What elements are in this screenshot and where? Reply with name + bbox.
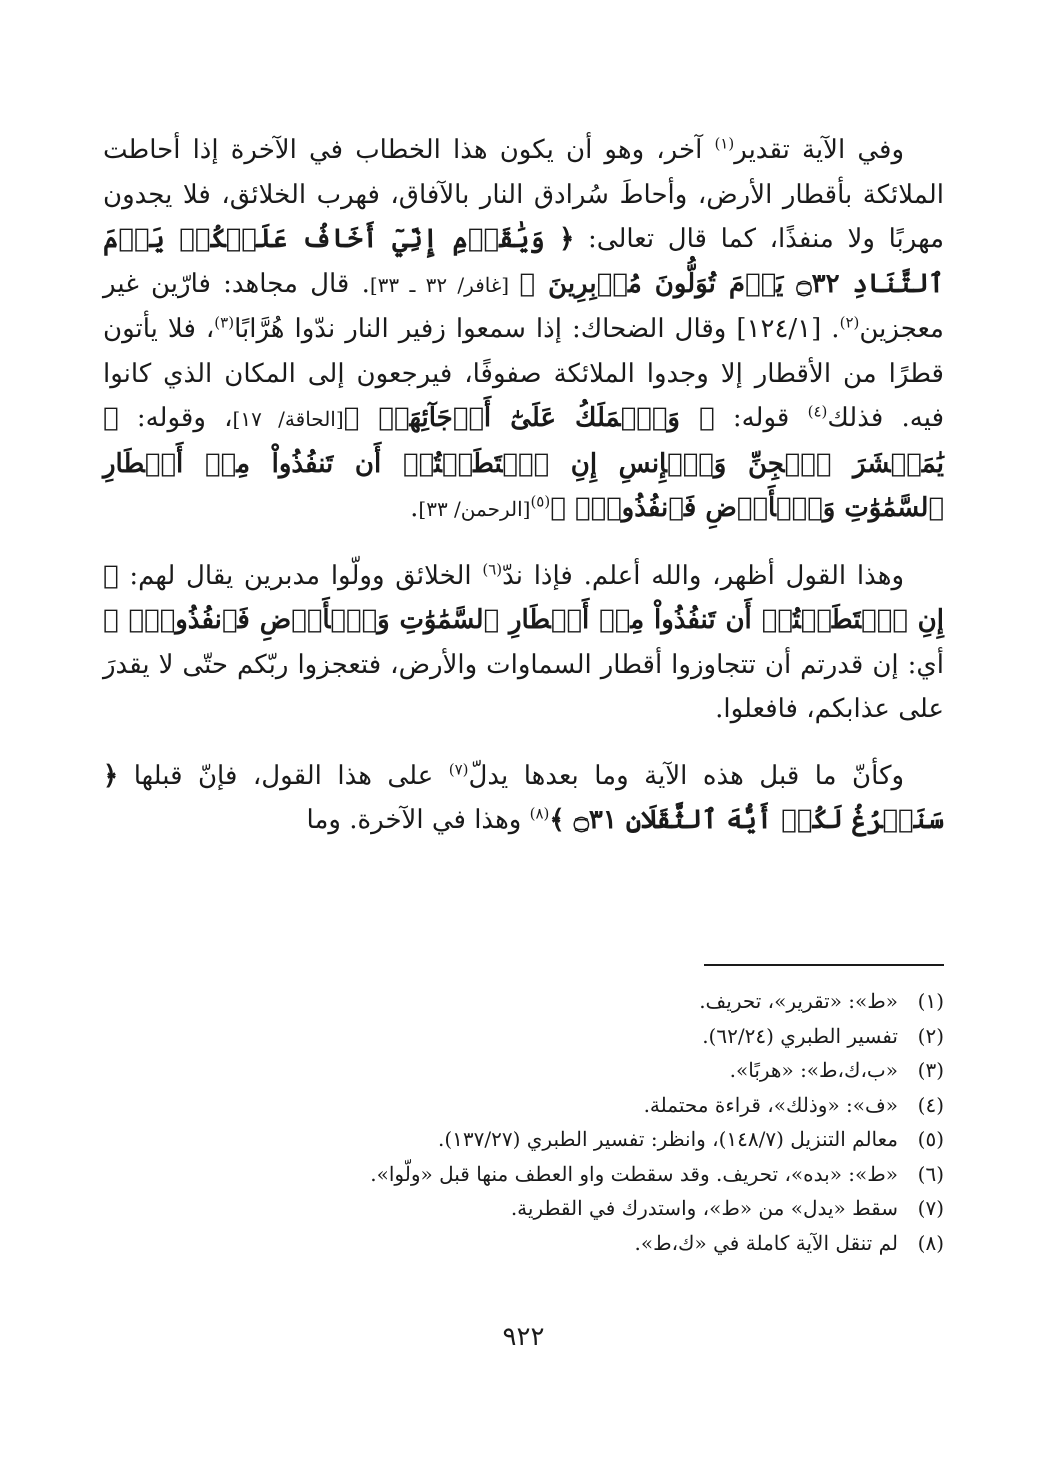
footnote-text: معالم التنزيل (١٤٨/٧)، وانظر: تفسير الطبري (١٣٧/٢٧). (437, 1127, 898, 1151)
text-run: أي: إن قدرتم أن تتجاوزوا أقطار السماوات والأرض، فتعجزوا ربّكم حتّى لا يقدرَ على عذابكم، فافعلوا. (103, 649, 944, 724)
text-run: . (410, 493, 419, 523)
quran-verse: ﴿ وَٱلۡمَلَكُ عَلَىٰٓ أَرۡجَآئِهَآۚ ﴾ (343, 403, 715, 433)
text-run: وكأنّ ما قبل هذه الآية وما بعدها يدلّ (468, 760, 905, 791)
footnote-text: تفسير الطبري (٦٢/٢٤). (702, 1023, 898, 1048)
footnote-number: (٧) (917, 1196, 944, 1220)
text-run: ، وقوله: (118, 403, 233, 433)
footnote-marker: (٥) (530, 492, 551, 511)
footnote (103, 1088, 944, 1123)
footnote (103, 984, 944, 1019)
text-run: . [١٢٤/١] وقال الضحاك: إذا سمعوا زفير النار ندّوا هُرَّابًا (234, 314, 840, 344)
footnote (103, 1122, 944, 1157)
text-run: قوله: (714, 403, 808, 433)
footnote-marker: (٨) (529, 804, 550, 823)
footnote-number: (٤) (917, 1092, 944, 1117)
footnote-marker: (٤) (807, 402, 828, 421)
footnote-number: (٢) (917, 1023, 944, 1048)
text-run: آخر، وهو أن يكون هذا الخطاب في الآخرة إذا أحاطت الملائكة بأقطار الأرض، وأحاطَ سُرادق النار بالآفاق، فهرب الخلائق، فلا يجدون مهربًا ولا منفذًا، كما قال تعالى: (103, 135, 944, 254)
footnote (103, 1053, 944, 1088)
text-run: وفي الآية تقدير (734, 135, 904, 165)
footnote-text: سقط «يدل» من «ط»، واستدرك في القطرية. (510, 1196, 898, 1220)
footnote (103, 1226, 944, 1261)
paragraph (103, 554, 944, 732)
footnote-marker: (١) (714, 134, 735, 153)
footnote-marker: (٢) (839, 313, 860, 332)
footnote-number: (٣) (917, 1058, 944, 1082)
paragraph (103, 128, 944, 532)
footnotes-list (103, 984, 944, 1260)
footnote-marker: (٦) (482, 559, 503, 578)
footnote-number: (٨) (917, 1230, 944, 1255)
footnote-text: «ط»: «بده»، تحريف. وقد سقطت واو العطف منها قبل «ولّوا». (370, 1161, 898, 1186)
text-run: على هذا القول، فإنّ قبلها (118, 760, 449, 791)
text-run: ، فلا يأتون قطرًا من الأقطار إلا وجدوا الملائكة صفوفًا، فيرجعون إلى المكان الذي كانوا فيه. فذلك (103, 314, 944, 433)
page-number: ٩٢٢ (502, 1322, 545, 1352)
quran-verse: ﴿ إِنِ ٱسۡتَطَعۡتُمۡ أَن تَنفُذُواْ مِنۡ أَقۡطَارِ ٱلسَّمَٰوَٰتِ وَٱلۡأَرۡضِ فَٱنفُذُواْۚ ﴾ (103, 560, 944, 635)
footnote-marker: (٧) (448, 759, 469, 778)
quran-verse: ﴿ يَٰمَعۡشَرَ ٱلۡجِنِّ وَٱلۡإِنسِ إِنِ ٱسۡتَطَعۡتُمۡ أَن تَنفُذُواْ مِنۡ أَقۡطَارِ ٱلسَّمَٰوَٰتِ وَٱلۡأَرۡضِ فَٱنفُذُواْۚ ﴾ (103, 403, 944, 523)
footnote-number: (٥) (917, 1127, 944, 1151)
footnote-text: «ط»: «تقرير»، تحريف. (699, 989, 898, 1013)
footnote-number: (٦) (917, 1161, 944, 1186)
text-run: وهذا في الآخرة. وما (306, 805, 530, 835)
footnote-text: لم تنقل الآية كاملة في «ك،ط». (634, 1230, 898, 1255)
footnote-marker: (٣) (214, 313, 235, 332)
main-text (103, 128, 944, 865)
footnote-text: «ب،ك،ط»: «هربًا». (729, 1058, 898, 1082)
footnote-separator (704, 964, 944, 966)
footnote-text: «ف»: «وذلك»، قراءة محتملة. (643, 1092, 898, 1117)
footnote (103, 1191, 944, 1226)
verse-citation: [الحاقة/ ١٧] (232, 407, 344, 431)
verse-citation: [غافر/ ٣٢ ـ ٣٣] (369, 272, 520, 297)
quran-verse: ﴿ سَنَفۡرُغُ لَكُمۡ أَيُّهَ ٱلثَّقَلَانِ ۝٣١ ﴾ (103, 760, 944, 835)
verse-citation: [الرحمن/ ٣٣] (418, 497, 531, 521)
text-run: وهذا القول أظهر، والله أعلم. فإذا ندّ (502, 560, 905, 591)
text-run: . قال مجاهد: فارّين غير معجزين (103, 268, 944, 344)
footnote (103, 1157, 944, 1192)
footnote (103, 1019, 944, 1054)
quran-verse: ﴿ وَيَٰقَوۡمِ إِنِّيٓ أَخَافُ عَلَيۡكُمۡ يَوۡمَ ٱلتَّنَادِ ۝٣٢ يَوۡمَ تُوَلُّونَ مُدۡبِرِينَ ﴾ (103, 224, 945, 299)
text-run: الخلائق وولّوا مدبرين يقال لهم: (118, 560, 483, 591)
footnote-number: (١) (917, 989, 944, 1013)
paragraph (103, 754, 944, 843)
